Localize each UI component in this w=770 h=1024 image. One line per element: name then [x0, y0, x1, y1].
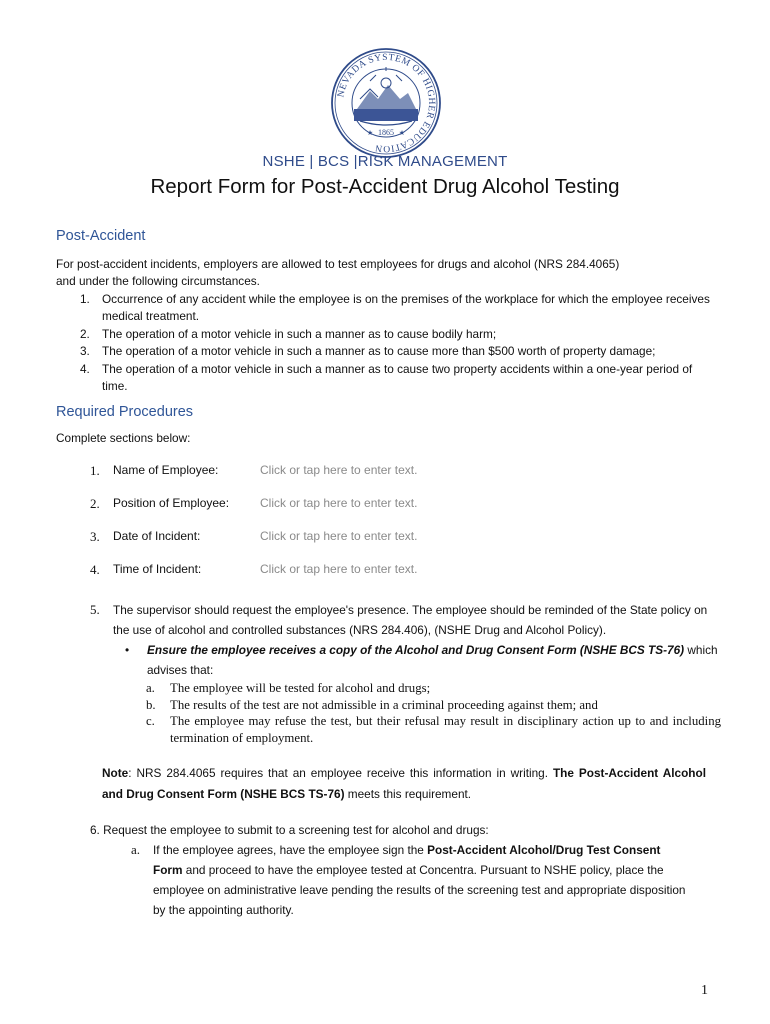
- step-5: 5. The supervisor should request the employee's presence. The employee should be reminded of the State policy on the use of alcohol and controlled substances (NRS 284.406), (NSHE Drug and Alcohol Policy).: [90, 600, 720, 640]
- field-label: Position of Employee:: [113, 496, 230, 510]
- post-accident-heading: Post-Accident: [56, 228, 146, 244]
- svg-text:★: ★: [366, 130, 374, 137]
- field-date-of-incident: 3. Date of Incident: Click or tap here to enter text.: [90, 529, 710, 547]
- step-6-sub-a: a. If the employee agrees, have the employee sign the Post-Accident Alcohol/Drug Test Consent Form and proceed to have the employee tested at Concentra. Pursuant to NSHE policy, place the employee on administrative leave pending the results of the screening test and appropriate disposition by the appointing authority.: [131, 842, 686, 917]
- field-label: Name of Employee:: [113, 463, 219, 477]
- field-label: Time of Incident:: [113, 562, 202, 576]
- field-position-of-employee: 2. Position of Employee: Click or tap here to enter text.: [90, 496, 710, 514]
- field-name-of-employee: 1. Name of Employee: Click or tap here to enter text.: [90, 463, 710, 481]
- step-6: 6. Request the employee to submit to a screening test for alcohol and drugs:: [90, 823, 489, 837]
- position-of-employee-input[interactable]: [260, 496, 560, 510]
- bullet-bold-text: Ensure the employee receives a copy of the Alcohol and Drug Consent Form (NSHE BCS TS-76): [147, 643, 685, 657]
- page-number: 1: [701, 983, 708, 998]
- field-time-of-incident: 4. Time of Incident: Click or tap here to enter text.: [90, 562, 710, 580]
- list-item: a. The employee will be tested for alcohol and drugs;: [146, 681, 431, 695]
- consent-form-bullet: • Ensure the employee receives a copy of the Alcohol and Drug Consent Form (NSHE BCS TS-76) which advises that:: [125, 640, 725, 680]
- intro-line: and under the following circumstances.: [56, 274, 260, 289]
- svg-text:★: ★: [398, 130, 406, 137]
- bullet-icon: •: [125, 643, 130, 657]
- procedures-intro: Complete sections below:: [56, 431, 191, 445]
- advisement-list: [146, 680, 721, 746]
- list-item: 1. Occurrence of any accident while the employee is on the premises of the workplace for which the employee receives medical treatment.: [80, 292, 710, 324]
- list-item: 3. The operation of a motor vehicle in such a manner as to cause more than $500 worth of property damage;: [80, 344, 656, 359]
- nshe-seal-logo: [330, 47, 442, 159]
- seal-ring-text: NEVADA SYSTEM OF HIGHER EDUCATION: [336, 52, 437, 154]
- time-of-incident-input[interactable]: [260, 562, 560, 576]
- required-procedures-heading: Required Procedures: [56, 404, 194, 420]
- list-item: 4. The operation of a motor vehicle in such a manner as to cause two property accidents within a one-year period of time.: [80, 361, 693, 394]
- seal-year: 1865: [378, 128, 394, 137]
- step-5-text: The supervisor should request the employee's presence. The employee should be reminded of the State policy on the use of alcohol and controlled substances (NRS 284.406), (NSHE Drug and Alcohol Policy).: [113, 603, 708, 637]
- list-item: b. The results of the test are not admissible in a criminal proceeding against them; and: [146, 697, 598, 712]
- field-label: Date of Incident:: [113, 529, 201, 543]
- list-item: 2. The operation of a motor vehicle in such a manner as to cause bodily harm;: [80, 326, 497, 341]
- list-item: c. The employee may refuse the test, but their refusal may result in disciplinary action up to and including termination of employment.: [146, 714, 721, 745]
- circumstances-list: [56, 291, 716, 395]
- note-paragraph: Note: NRS 284.4065 requires that an employee receive this information in writing. The Post-Accident Alcohol and Drug Consent Form (NSHE BCS TS-76) meets this requirement.: [102, 766, 706, 801]
- name-of-employee-input[interactable]: [260, 463, 560, 477]
- date-of-incident-input[interactable]: [260, 529, 560, 543]
- page-title: Report Form for Post-Accident Drug Alcohol Testing: [150, 175, 620, 198]
- post-accident-intro: [56, 256, 716, 291]
- intro-line: For post-accident incidents, employers are allowed to test employees for drugs and alcohol (NRS 284.4065): [56, 257, 620, 271]
- org-header: NSHE | BCS |RISK MANAGEMENT: [262, 153, 508, 170]
